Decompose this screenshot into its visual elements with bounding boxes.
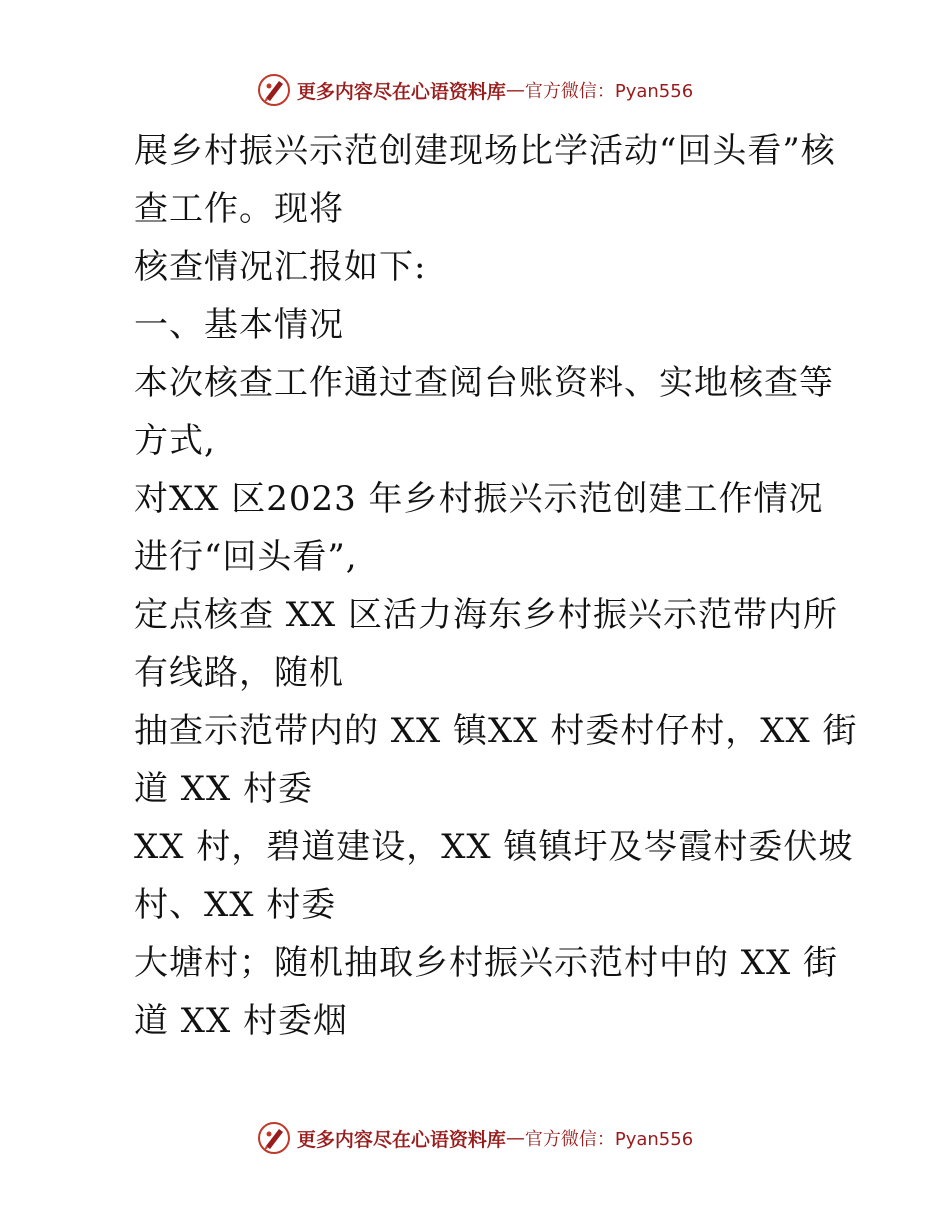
- header-watermark: [0, 70, 950, 110]
- section-heading: 一、基本情况: [134, 305, 344, 345]
- document-body: [98, 122, 858, 1050]
- watermark-text: 更多内容尽在心语资料库: [296, 80, 506, 103]
- watermark-separator: —: [505, 79, 525, 101]
- watermark-text: 更多内容尽在心语资料库: [296, 1128, 506, 1151]
- paragraph-4: 对XX 区2023 年乡村振兴示范创建工作情况进行“回头看”,: [134, 479, 824, 577]
- paragraph-7: XX 村，碧道建设，XX 镇镇圩及岑霞村委伏坡村、XX 村委: [134, 827, 854, 925]
- paragraph-6: 抽查示范带内的 XX 镇XX 村委村仔村，XX 街道 XX 村委: [134, 711, 858, 809]
- watermark-wechat: 官方微信：Pyan556: [524, 1129, 694, 1150]
- paragraph-2: 核查情况汇报如下:: [134, 247, 427, 287]
- paragraph-5: 定点核查 XX 区活力海东乡村振兴示范带内所有线路，随机: [134, 595, 839, 693]
- paragraph-1: 展乡村振兴示范创建现场比学活动“回头看”核查工作。现将: [134, 131, 836, 229]
- watermark-separator: —: [505, 1127, 525, 1149]
- watermark-wechat: 官方微信：Pyan556: [524, 81, 694, 102]
- paragraph-8: 大塘村；随机抽取乡村振兴示范村中的 XX 街道 XX 村委烟: [134, 943, 839, 1041]
- paragraph-3: 本次核查工作通过查阅台账资料、实地核查等方式,: [134, 363, 834, 461]
- footer-watermark: [0, 1118, 950, 1158]
- pen-logo-icon: [257, 1121, 291, 1155]
- pen-logo-icon: [257, 73, 291, 107]
